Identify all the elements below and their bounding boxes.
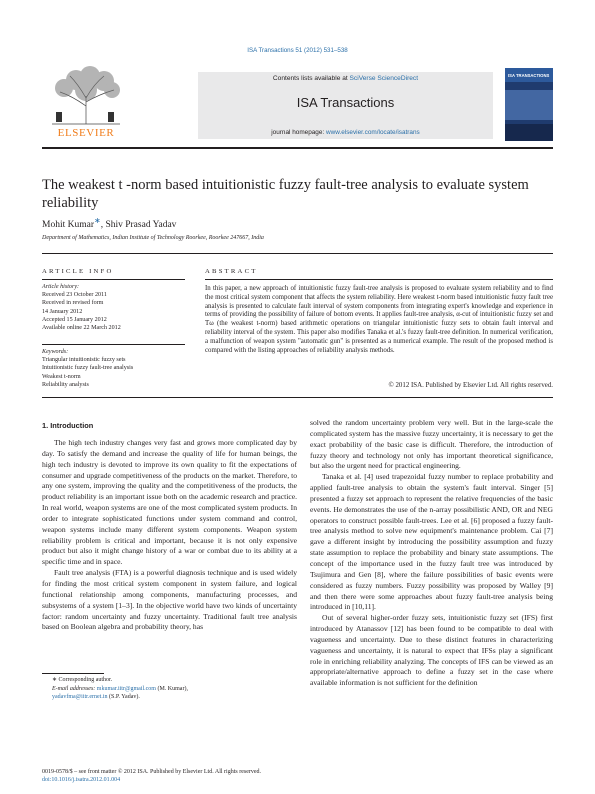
keywords bbox=[42, 348, 182, 389]
cover-title: ISA TRANSACTIONS bbox=[508, 73, 550, 78]
email-link[interactable]: yadavfma@iitr.ernet.in bbox=[52, 694, 108, 700]
body-paragraph: solved the random uncertainty problem very well. But in the large-scale the complicated system has the massive fuzzy uncertainty, it is necessary to get the exact probability of the basic case is difficult. Therefore, the introduction of fuzzy theory and technology not only has important theoretical significance, but also the urgent need for practical engineering. bbox=[310, 418, 553, 471]
email-owner: (M. Kumar), bbox=[155, 685, 188, 692]
history-item: Accepted 15 January 2012 bbox=[42, 316, 107, 323]
corresponding-author-note: ∗ Corresponding author. bbox=[52, 677, 113, 683]
article-history bbox=[42, 283, 182, 332]
author-name: Mohit Kumar bbox=[42, 220, 94, 231]
body-paragraph: The high tech industry changes very fast and grows more complicated day by day. To satisfy the demand and increase the quality of life for human beings, the high tech industry is devoted to improve its own quality to fit the expectations of consumer and upgrade competitiveness of the products on the market. Therefore, to any one system, improving the quality and the competitiveness of the products, the product reliability is an important issue both on the academic research and practice. In real world, weapon systems are one of the most complicated system products. In order to integrate sophisticated functions under system command and control, weapon systems include many different system components. Weapon system reliability problem is critical and important, because it is not only expensive product but also it might change history of a war or combat due to its ability at a specific time and in space. bbox=[42, 438, 297, 567]
corresponding-author-mark[interactable]: ∗ bbox=[93, 216, 101, 225]
left-column bbox=[42, 438, 297, 633]
email-label: E-mail addresses: bbox=[52, 685, 97, 692]
keywords-label: Keywords: bbox=[42, 349, 69, 355]
history-item: Available online 22 March 2012 bbox=[42, 325, 121, 332]
abstract-bottom-rule bbox=[42, 397, 553, 398]
keyword-item: Intuitionistic fuzzy fault-tree analysis bbox=[42, 365, 134, 372]
section-heading: 1. Introduction bbox=[42, 421, 94, 430]
copyright-notice: © 2012 ISA. Published by Elsevier Ltd. All rights reserved. bbox=[388, 382, 553, 389]
email-link[interactable]: mkumar.iitr@gmail.com bbox=[96, 685, 156, 692]
author-name: Shiv Prasad Yadav bbox=[105, 220, 177, 231]
footnotes bbox=[52, 676, 297, 702]
homepage-prefix: journal homepage: bbox=[271, 129, 326, 136]
affiliation: Department of Mathematics, Indian Institute of Technology Roorkee, Roorkee 247667, India bbox=[42, 235, 264, 241]
keywords-rule bbox=[42, 344, 185, 345]
history-item: Received in revised form bbox=[42, 300, 104, 307]
history-label: Article history: bbox=[42, 284, 80, 290]
author-separator: , bbox=[100, 220, 106, 231]
front-matter bbox=[42, 768, 553, 784]
email-addresses-cont bbox=[52, 693, 297, 702]
contents-prefix: Contents lists available at bbox=[272, 75, 350, 82]
body-paragraph: Tanaka et al. [4] used trapezoidal fuzzy number to replace probability and applied fault-tree analysis to obtain the system's fault interval. Singer [5] presented a fuzzy set approach to represent the relative frequencies of the basic events. He demonstrates the use of the n-array possibilistic AND, OR and NEG operators to construct possible fault-trees. Lee et al. [6] proposed a fuzzy fault-tree analysis method to solve new equipment's maintenance problem. Cai [7] gave a different insight by introducing the possibility assumption and fuzzy state assumption to replace the probability and binary state assumptions. The concept of the importance used in the fuzzy fault tree was introduced by Tsujimura and Gen [8], where the failure possibilities of basic events were considered as fuzzy numbers. Fuzzy possibility was proposed by Walley [9] and then there were some approaches about fuzzy fault-tree analysis being introduced in [10,11]. bbox=[310, 472, 553, 612]
body-paragraph: Out of several higher-order fuzzy sets, intuitionistic fuzzy set (IFS) first introduced by Atanassov [12] has been found to be compatible to deal with vagueness and uncertainty. Due to these distinct features in characterizing vagueness and uncertainty, it is natural to expect that IFSs play a significant role in enriching reliability analyzing. The concepts of IFS can be viewed as an appropriate/alternative approach to define a fuzzy set in the case where available information is not sufficient for the definition bbox=[310, 613, 553, 688]
sciencedirect-link[interactable]: SciVerse ScienceDirect bbox=[349, 75, 419, 82]
article-info-heading: ARTICLE INFO bbox=[42, 268, 114, 275]
footnote-rule bbox=[42, 673, 104, 674]
doi-link[interactable]: doi:10.1016/j.isatra.2012.01.004 bbox=[42, 777, 121, 784]
article-info-rule bbox=[42, 279, 185, 280]
keyword-item: Triangular intuitionistic fuzzy sets bbox=[42, 357, 126, 364]
history-item: 14 January 2012 bbox=[42, 308, 83, 315]
history-item: Received 23 October 2011 bbox=[42, 292, 107, 299]
abstract-heading: ABSTRACT bbox=[205, 268, 258, 275]
contents-line bbox=[198, 75, 493, 82]
keyword-item: Weakest t-norm bbox=[42, 373, 81, 380]
homepage-line bbox=[198, 129, 493, 136]
citation-line[interactable]: ISA Transactions 51 (2012) 531–538 bbox=[247, 47, 348, 54]
issn-line: 0019-0578/$ – see front matter © 2012 ISA. Published by Elsevier Ltd. All rights reserved. bbox=[42, 769, 262, 775]
keyword-item: Reliability analysis bbox=[42, 381, 89, 388]
journal-name: ISA Transactions bbox=[296, 95, 395, 110]
author-divider bbox=[42, 253, 553, 254]
journal-homepage-link[interactable]: www.elsevier.com/locate/isatrans bbox=[325, 129, 420, 136]
right-column bbox=[310, 418, 553, 689]
article-title: The weakest t -norm based intuitionistic fuzzy fault-tree analysis to evaluate system reliability bbox=[42, 177, 529, 211]
author-list bbox=[42, 216, 553, 230]
body-paragraph: Fault tree analysis (FTA) is a powerful diagnosis technique and is used widely for finding the most critical system component in system failure, and logical functional relationship among components, manufacturing processes, and subsystems of a system [1–3]. In the objective world have two kinds of uncertainty factor: random uncertainty and fuzzy uncertainty. Traditional fault tree analysis based on Boolean algebra and probability theory, has bbox=[42, 568, 297, 632]
email-addresses bbox=[52, 685, 297, 694]
abstract-rule bbox=[205, 279, 553, 280]
abstract-text: In this paper, a new approach of intuitionistic fuzzy fault-tree analysis is proposed to evaluate system reliability and to find the most critical system component that affects the system reliability. Here weakest t-norm based intuitionistic fuzzy fault tree analysis is presented to calculate fault interval of system components from integrating expert's knowledge and experience in terms of providing the possibility of failure of bottom events. It applies fault-tree analysis, α-cut of intuitionistic fuzzy set and Tω (the weakest t-norm) based arithmetic operations on triangular intuitionistic fuzzy sets to obtain fault interval and reliability interval of the system. This paper also modifies Tanaka et al.'s fuzzy fault-tree definition. In numerical verification, a malfunction of weapon system "automatic gun" is presented as a numerical example. The result of the proposed method is compared with the listing approaches of reliability analysis methods. bbox=[205, 285, 553, 354]
publisher-name: ELSEVIER bbox=[57, 127, 115, 139]
email-owner: (S.P. Yadav). bbox=[107, 694, 140, 700]
journal-cover-thumbnail bbox=[505, 68, 553, 141]
header-divider bbox=[42, 147, 553, 149]
